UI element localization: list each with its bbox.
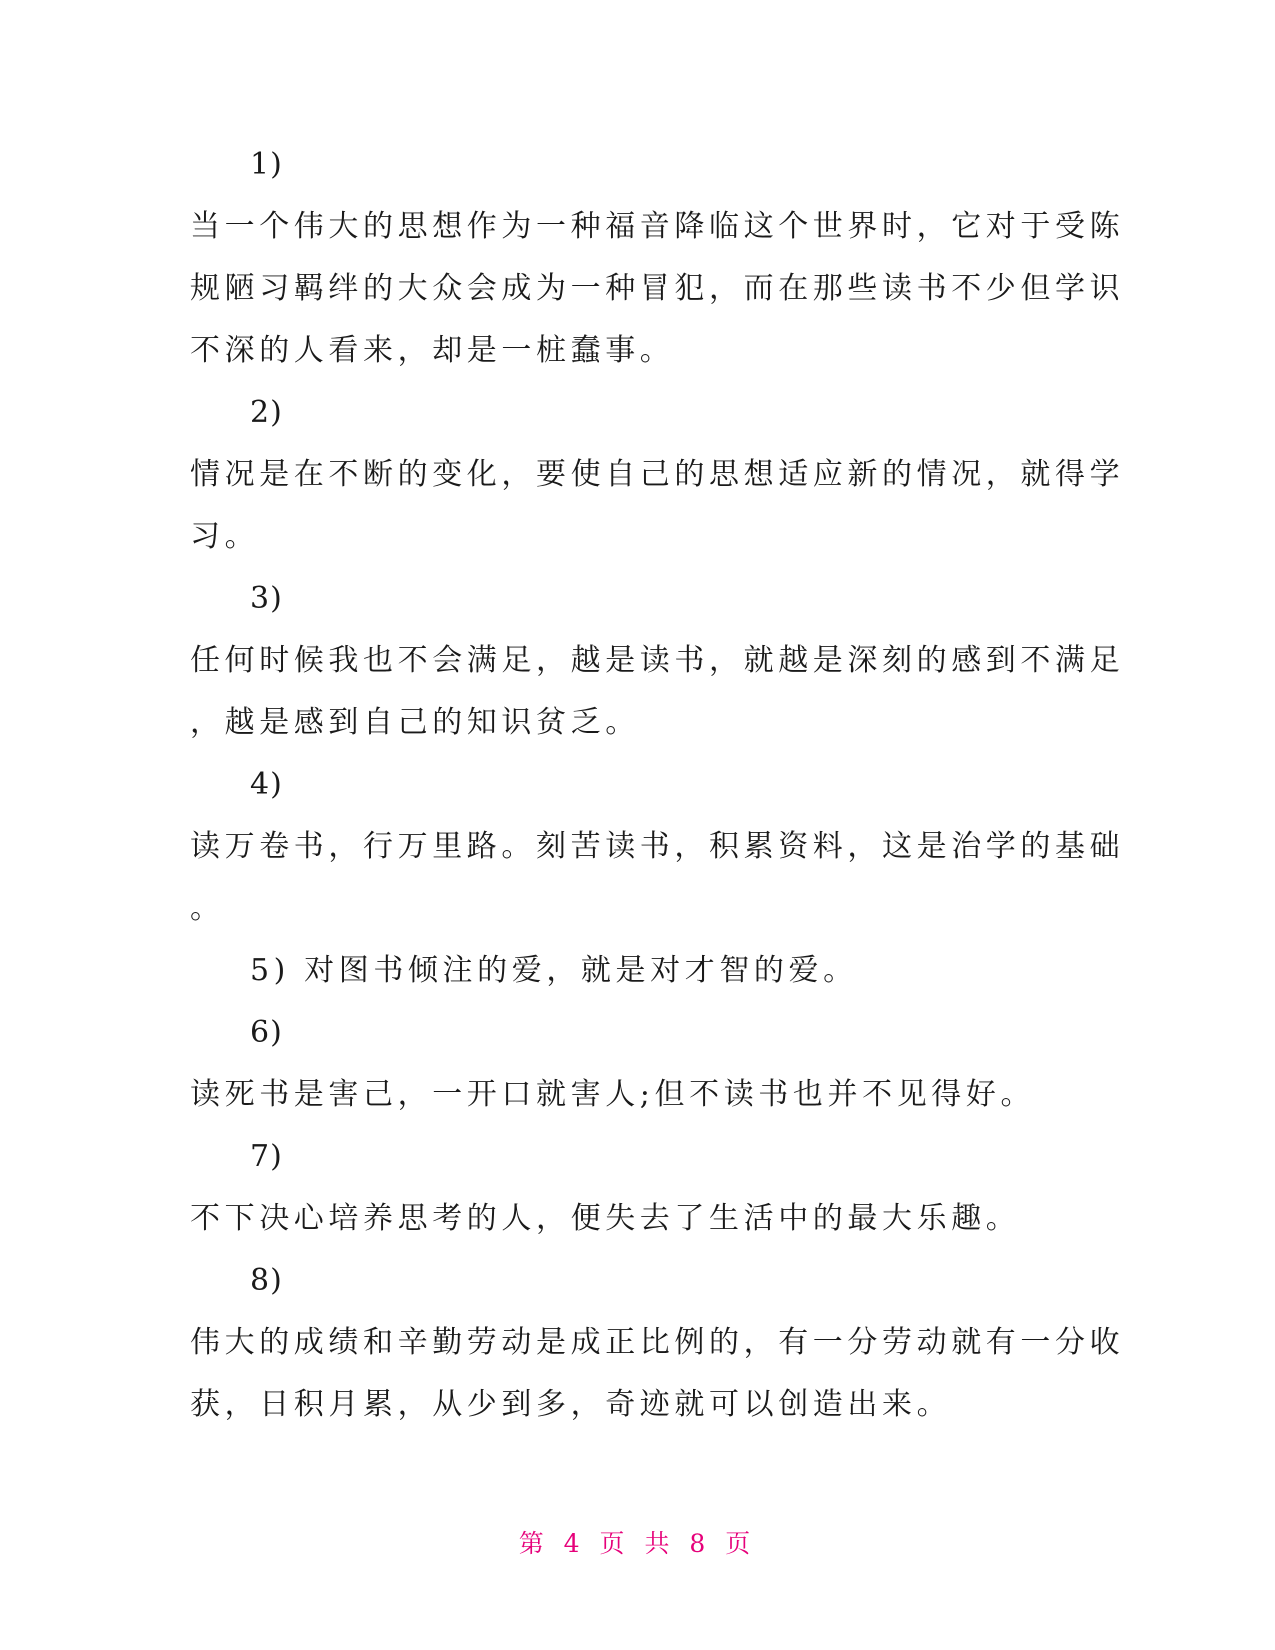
item-number: 4) [250,767,283,802]
item-number: 5) 对图书倾注的爱，就是对才智的爱。 [250,953,858,988]
paragraph-line: ，越是感到自己的知识贫乏。 [190,705,640,740]
paragraph-line: 不下决心培养思考的人，便失去了生活中的最大乐趣。 [190,1201,1021,1236]
item-number: 6) [250,1015,283,1050]
paragraph-line: 情况是在不断的变化，要使自己的思想适应新的情况，就得学 [190,457,1125,492]
item-number: 2) [250,395,283,430]
paragraph-line: 规陋习羁绊的大众会成为一种冒犯，而在那些读书不少但学识 [190,271,1125,306]
paragraph-line: 不深的人看来，却是一桩蠢事。 [190,333,675,368]
paragraph-line: 获，日积月累，从少到多，奇迹就可以创造出来。 [190,1387,952,1422]
item-number: 8) [250,1263,283,1298]
paragraph-line: 当一个伟大的思想作为一种福音降临这个世界时，它对于受陈 [190,209,1125,244]
item-number: 1) [250,147,283,182]
paragraph-line: 任何时候我也不会满足，越是读书，就越是深刻的感到不满足 [190,643,1125,678]
paragraph-line: 。 [190,891,225,926]
item-number: 7) [250,1139,283,1174]
paragraph-line: 伟大的成绩和辛勤劳动是成正比例的，有一分劳动就有一分收 [190,1325,1125,1360]
page-footer: 第 4 页 共 8 页 [518,1529,757,1558]
paragraph-line: 读死书是害己，一开口就害人;但不读书也并不见得好。 [190,1077,1036,1112]
paragraph-line: 读万卷书，行万里路。刻苦读书，积累资料，这是治学的基础 [190,829,1125,864]
paragraph-line: 习。 [190,519,260,554]
item-number: 3) [250,581,283,616]
